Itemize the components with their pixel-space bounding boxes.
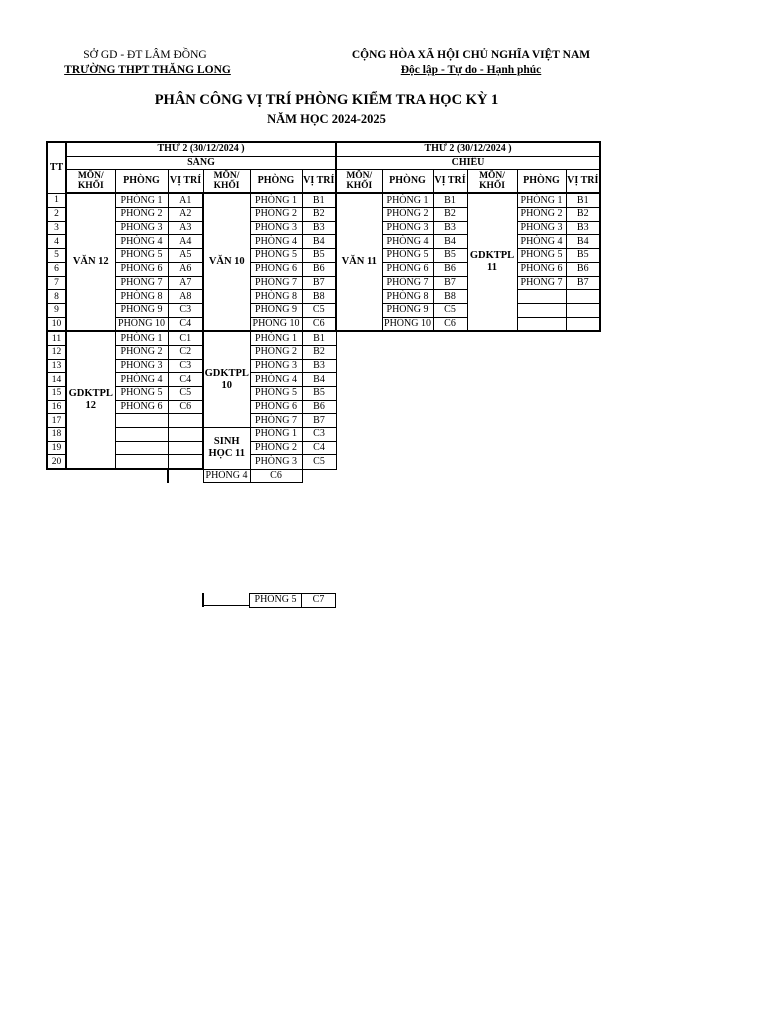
position-cell: C1 (168, 331, 203, 345)
table-row (47, 317, 600, 331)
position-cell: A4 (168, 235, 203, 249)
header-row-day (47, 142, 600, 156)
position-cell: B4 (433, 235, 467, 249)
exam-room-table (46, 141, 601, 483)
room-cell: PHÒNG 7 (250, 276, 302, 290)
position-cell: B7 (433, 276, 467, 290)
table-row (47, 262, 600, 276)
position-cell: B5 (302, 387, 336, 401)
position-cell: B6 (433, 262, 467, 276)
position-cell: B6 (302, 262, 336, 276)
position-cell (566, 303, 600, 317)
subject-gdktpl-11: GDKTPL 11 (467, 193, 517, 331)
national-title: CỘNG HÒA XÃ HỘI CHỦ NGHĨA VIỆT NAM (351, 49, 591, 61)
position-cell: B1 (566, 193, 600, 207)
row-number: 16 (47, 400, 66, 414)
position-cell: C5 (433, 303, 467, 317)
room-cell (517, 290, 566, 304)
col-header-room: PHÒNG (115, 170, 168, 194)
subject-sinh-11: SINH HỌC 11 (203, 428, 250, 470)
table-row (47, 208, 600, 222)
position-cell: B3 (566, 221, 600, 235)
room-cell: PHÒNG 9 (115, 303, 168, 317)
session-header-afternoon: CHIỀU (336, 156, 600, 170)
position-cell: B5 (433, 249, 467, 263)
position-cell: A3 (168, 221, 203, 235)
position-cell: B5 (302, 249, 336, 263)
row-number: 9 (47, 303, 66, 317)
blank-cell (47, 469, 168, 483)
subject-van-11: VĂN 11 (336, 193, 382, 331)
position-cell: C6 (250, 469, 302, 483)
room-cell (115, 414, 168, 428)
room-cell: PHÒNG 9 (250, 303, 302, 317)
room-cell (115, 428, 168, 442)
row-number: 8 (47, 290, 66, 304)
room-cell: PHÒNG 3 (250, 455, 302, 469)
col-header-subject: MÔN/ KHỐI (336, 170, 382, 194)
position-cell: C4 (168, 373, 203, 387)
position-cell: B2 (566, 208, 600, 222)
position-cell: B4 (302, 235, 336, 249)
row-number: 20 (47, 455, 66, 469)
room-cell: PHÒNG 7 (250, 414, 302, 428)
col-header-subject: MÔN/ KHỐI (467, 170, 517, 194)
room-cell: PHÒNG 9 (382, 303, 433, 317)
position-cell: B1 (302, 331, 336, 345)
room-cell: PHÒNG 4 (250, 235, 302, 249)
room-cell: PHÒNG 3 (115, 221, 168, 235)
position-cell: B2 (302, 208, 336, 222)
room-cell: PHÒNG 2 (382, 208, 433, 222)
room-cell: PHÒNG 6 (517, 262, 566, 276)
col-header-subject: MÔN/ KHỐI (203, 170, 250, 194)
room-cell: PHÒNG 4 (250, 373, 302, 387)
room-cell: PHÒNG 1 (382, 193, 433, 207)
row-number: 7 (47, 276, 66, 290)
position-cell: C7 (302, 594, 336, 608)
position-cell: B5 (566, 249, 600, 263)
position-cell: B4 (302, 373, 336, 387)
row-number: 15 (47, 387, 66, 401)
position-cell (566, 317, 600, 331)
col-header-room: PHÒNG (517, 170, 566, 194)
room-cell: PHÒNG 4 (115, 373, 168, 387)
header-row-session (47, 156, 600, 170)
national-motto: Độc lập - Tự do - Hạnh phúc (400, 64, 542, 76)
row-number: 4 (47, 235, 66, 249)
position-cell: A8 (168, 290, 203, 304)
room-cell: PHÒNG 3 (382, 221, 433, 235)
room-cell: PHÒNG 2 (517, 208, 566, 222)
position-cell: B3 (302, 359, 336, 373)
position-cell: B6 (302, 400, 336, 414)
col-header-position: VỊ TRÍ (433, 170, 467, 194)
room-cell (115, 441, 168, 455)
subject-van-10: VĂN 10 (203, 193, 250, 331)
room-cell: PHÒNG 6 (382, 262, 433, 276)
position-cell: B2 (302, 345, 336, 359)
position-cell (168, 455, 203, 469)
room-cell: PHÒNG 2 (250, 345, 302, 359)
room-cell: PHÒNG 1 (115, 331, 168, 345)
room-cell: PHÒNG 5 (115, 249, 168, 263)
room-cell: PHÒNG 5 (250, 249, 302, 263)
row-number: 17 (47, 414, 66, 428)
room-cell: PHÒNG 1 (250, 193, 302, 207)
position-cell: C5 (168, 387, 203, 401)
row-number: 13 (47, 359, 66, 373)
position-cell: A5 (168, 249, 203, 263)
room-cell: PHÒNG 7 (382, 276, 433, 290)
position-cell: B3 (433, 221, 467, 235)
row-number: 12 (47, 345, 66, 359)
position-cell: C3 (168, 359, 203, 373)
room-cell: PHÒNG 2 (115, 208, 168, 222)
room-cell: PHÒNG 8 (115, 290, 168, 304)
col-header-room: PHÒNG (382, 170, 433, 194)
table-row (47, 276, 600, 290)
session-header-morning: SÁNG (66, 156, 336, 170)
page-title: PHÂN CÔNG VỊ TRÍ PHÒNG KIỂM TRA HỌC KỲ 1 (154, 92, 499, 108)
position-cell: B1 (433, 193, 467, 207)
room-cell (517, 317, 566, 331)
room-cell: PHÒNG 5 (517, 249, 566, 263)
table-row (47, 290, 600, 304)
room-cell: PHÒNG 3 (250, 359, 302, 373)
row-number: 14 (47, 373, 66, 387)
table-row (47, 303, 600, 317)
row-number: 6 (47, 262, 66, 276)
table-row (47, 193, 600, 207)
position-cell: B8 (433, 290, 467, 304)
position-cell: B1 (302, 193, 336, 207)
position-cell: A1 (168, 193, 203, 207)
position-cell: A7 (168, 276, 203, 290)
room-cell: PHÒNG 3 (517, 221, 566, 235)
position-cell: C3 (168, 303, 203, 317)
room-cell (115, 455, 168, 469)
room-cell: PHÒNG 8 (382, 290, 433, 304)
room-cell: PHÒNG 4 (382, 235, 433, 249)
row-number: 10 (47, 317, 66, 331)
room-cell: PHÒNG 6 (250, 400, 302, 414)
col-header-position: VỊ TRÍ (302, 170, 336, 194)
room-cell: PHONG 10 (250, 317, 302, 331)
day-header-afternoon: THỨ 2 (30/12/2024 ) (336, 142, 600, 156)
position-cell (168, 441, 203, 455)
position-cell: C5 (302, 455, 336, 469)
room-cell: PHÒNG 7 (517, 276, 566, 290)
room-cell: PHÒNG 2 (250, 441, 302, 455)
page-subtitle: NĂM HỌC 2024-2025 (267, 112, 386, 126)
col-header-subject: MÔN/ KHỐI (66, 170, 115, 194)
room-cell: PHÒNG 1 (115, 193, 168, 207)
position-cell: B4 (566, 235, 600, 249)
room-cell: PHÒNG 1 (250, 331, 302, 345)
table-row (250, 594, 336, 608)
subject-gdktpl-12: GDKTPL 12 (66, 331, 115, 469)
position-cell: B7 (302, 276, 336, 290)
position-cell: C6 (168, 400, 203, 414)
room-cell (517, 303, 566, 317)
blank-area (336, 331, 600, 483)
row-number: 5 (47, 249, 66, 263)
room-cell: PHÒNG 4 (203, 469, 250, 483)
position-cell: C3 (302, 428, 336, 442)
room-cell: PHÒNG 6 (115, 400, 168, 414)
col-header-room: PHÒNG (250, 170, 302, 194)
position-cell (566, 290, 600, 304)
row-number: 2 (47, 208, 66, 222)
row-number: 3 (47, 221, 66, 235)
position-cell: C6 (302, 317, 336, 331)
row-number: 1 (47, 193, 66, 207)
row-number: 11 (47, 331, 66, 345)
room-cell: PHÒNG 8 (250, 290, 302, 304)
table-row (47, 249, 600, 263)
position-cell: C4 (168, 317, 203, 331)
row-number: 19 (47, 441, 66, 455)
col-header-position: VỊ TRÍ (566, 170, 600, 194)
position-cell: B7 (566, 276, 600, 290)
room-cell: PHÒNG 5 (115, 387, 168, 401)
room-cell: PHÒNG 3 (115, 359, 168, 373)
subject-gdktpl-10: GDKTPL 10 (203, 331, 250, 427)
position-cell (168, 414, 203, 428)
room-cell: PHÒNG 5 (250, 387, 302, 401)
subject-van-12: VĂN 12 (66, 193, 115, 331)
room-cell: PHÒNG 2 (250, 208, 302, 222)
department-name: SỞ GD - ĐT LÂM ĐỒNG (83, 49, 207, 61)
position-cell: A6 (168, 262, 203, 276)
position-cell: C4 (302, 441, 336, 455)
position-cell: C2 (168, 345, 203, 359)
position-cell: C6 (433, 317, 467, 331)
position-cell: B3 (302, 221, 336, 235)
position-cell: A2 (168, 208, 203, 222)
bottom-border-mark (202, 605, 249, 606)
subject-continuation (168, 469, 203, 483)
room-cell: PHÒNG 10 (382, 317, 433, 331)
room-cell: PHÒNG 7 (115, 276, 168, 290)
school-name: TRƯỜNG THPT THĂNG LONG (64, 64, 231, 76)
room-cell: PHÒNG 1 (517, 193, 566, 207)
room-cell: PHÒNG 5 (382, 249, 433, 263)
room-cell: PHÒNG 1 (250, 428, 302, 442)
room-cell: PHÒNG 4 (115, 235, 168, 249)
room-cell: PHÒNG 5 (250, 594, 302, 608)
header-row-columns (47, 170, 600, 194)
table-row (47, 331, 600, 345)
tt-header: TT (47, 142, 66, 193)
room-cell: PHÒNG 4 (517, 235, 566, 249)
col-header-position: VỊ TRÍ (168, 170, 203, 194)
extra-row-table (249, 593, 336, 608)
room-cell: PHÒNG 3 (250, 221, 302, 235)
room-cell: PHÒNG 10 (115, 317, 168, 331)
position-cell: B6 (566, 262, 600, 276)
table-row (47, 221, 600, 235)
position-cell: C5 (302, 303, 336, 317)
row-number: 18 (47, 428, 66, 442)
day-header-morning: THỨ 2 (30/12/2024 ) (66, 142, 336, 156)
position-cell: B8 (302, 290, 336, 304)
table-row (47, 235, 600, 249)
position-cell (168, 428, 203, 442)
position-cell: B7 (302, 414, 336, 428)
room-cell: PHÒNG 6 (250, 262, 302, 276)
room-cell: PHÒNG 6 (115, 262, 168, 276)
room-cell: PHÒNG 2 (115, 345, 168, 359)
position-cell: B2 (433, 208, 467, 222)
